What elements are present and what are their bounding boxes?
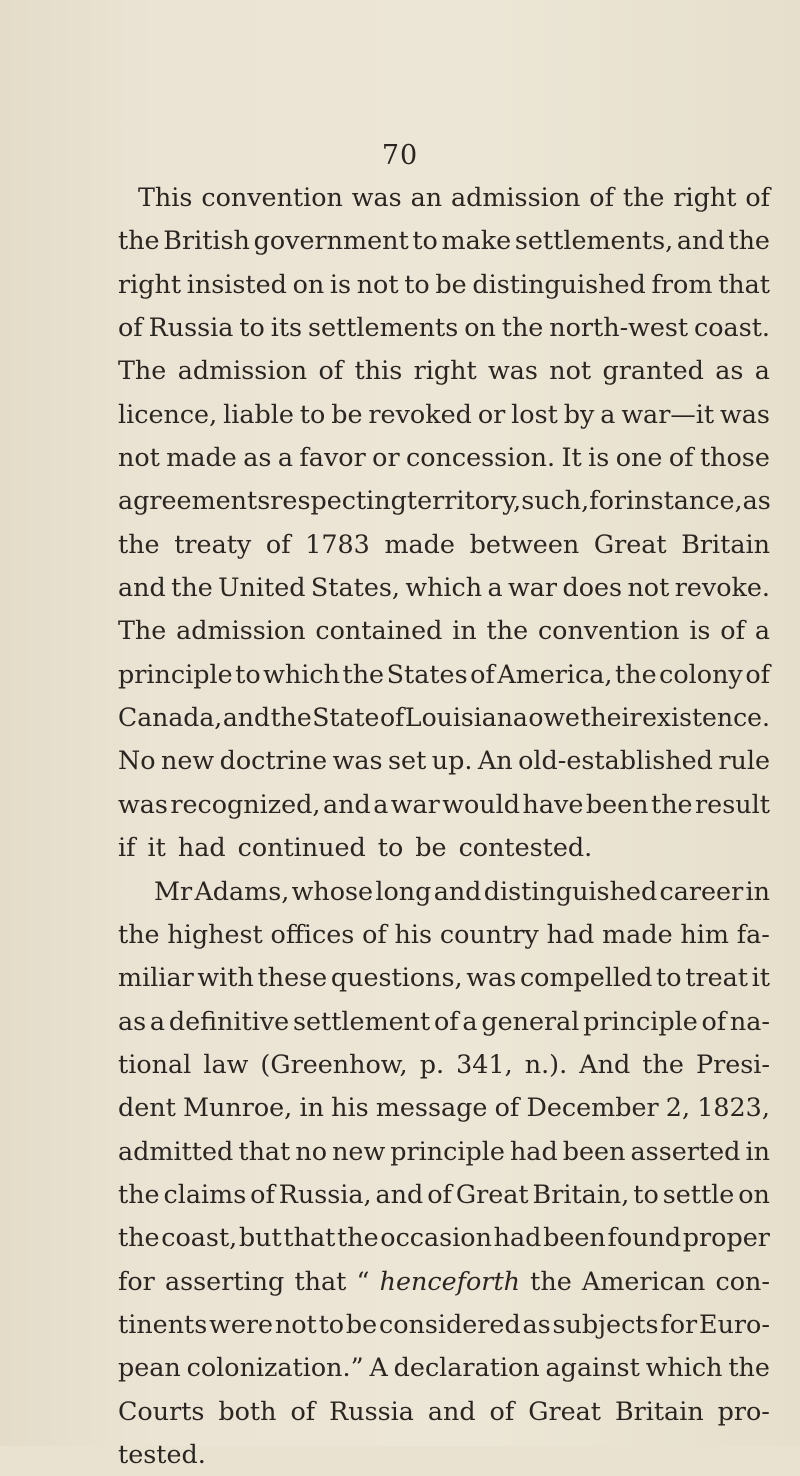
body-text <box>118 176 770 1476</box>
text-line: the British government to make settlements, and the <box>118 219 770 262</box>
text-line: The admission contained in the convention is of a <box>118 609 770 652</box>
text-line: admitted that no new principle had been asserted in <box>118 1130 770 1173</box>
text-line: tested. <box>118 1433 770 1476</box>
text-line: This convention was an admission of the right of <box>118 176 770 219</box>
text-line: for asserting that “ henceforth the American con- <box>118 1260 770 1303</box>
paragraph-1 <box>118 176 770 870</box>
text-line: the highest offices of his country had made him fa- <box>118 913 770 956</box>
page-number: 70 <box>0 136 800 176</box>
text-line: if it had continued to be contested. <box>118 826 770 869</box>
text-line: tional law (Greenhow, p. 341, n.). And the Presi- <box>118 1043 770 1086</box>
text-line: pean colonization.” A declaration against which the <box>118 1346 770 1389</box>
text-line: was recognized, and a war would have been the result <box>118 783 770 826</box>
text-line: Courts both of Russia and of Great Britain pro- <box>118 1390 770 1433</box>
text-line: the claims of Russia, and of Great Britain, to settle on <box>118 1173 770 1216</box>
text-line: licence, liable to be revoked or lost by a war—it was <box>118 393 770 436</box>
text-line: as a definitive settlement of a general principle of na- <box>118 1000 770 1043</box>
text-line: right insisted on is not to be distinguished from that <box>118 263 770 306</box>
text-line: the coast, but that the occasion had been found proper <box>118 1216 770 1259</box>
paragraph-2 <box>118 870 770 1476</box>
text-line: The admission of this right was not granted as a <box>118 349 770 392</box>
text-line: Canada, and the State of Louisiana owe their existence. <box>118 696 770 739</box>
text-line: principle to which the States of America, the colony of <box>118 653 770 696</box>
text-line: No new doctrine was set up. An old-established rule <box>118 739 770 782</box>
text-line: dent Munroe, in his message of December 2, 1823, <box>118 1086 770 1129</box>
text-line: agreements respecting territory, such, for instance, as <box>118 479 770 522</box>
text-line: tinents were not to be considered as subjects for Euro- <box>118 1303 770 1346</box>
text-line: Mr Adams, whose long and distinguished career in <box>118 870 770 913</box>
text-line: of Russia to its settlements on the north-west coast. <box>118 306 770 349</box>
text-line: and the United States, which a war does not revoke. <box>118 566 770 609</box>
text-line: miliar with these questions, was compelled to treat it <box>118 956 770 999</box>
text-line: not made as a favor or concession. It is one of those <box>118 436 770 479</box>
text-line: the treaty of 1783 made between Great Britain <box>118 523 770 566</box>
